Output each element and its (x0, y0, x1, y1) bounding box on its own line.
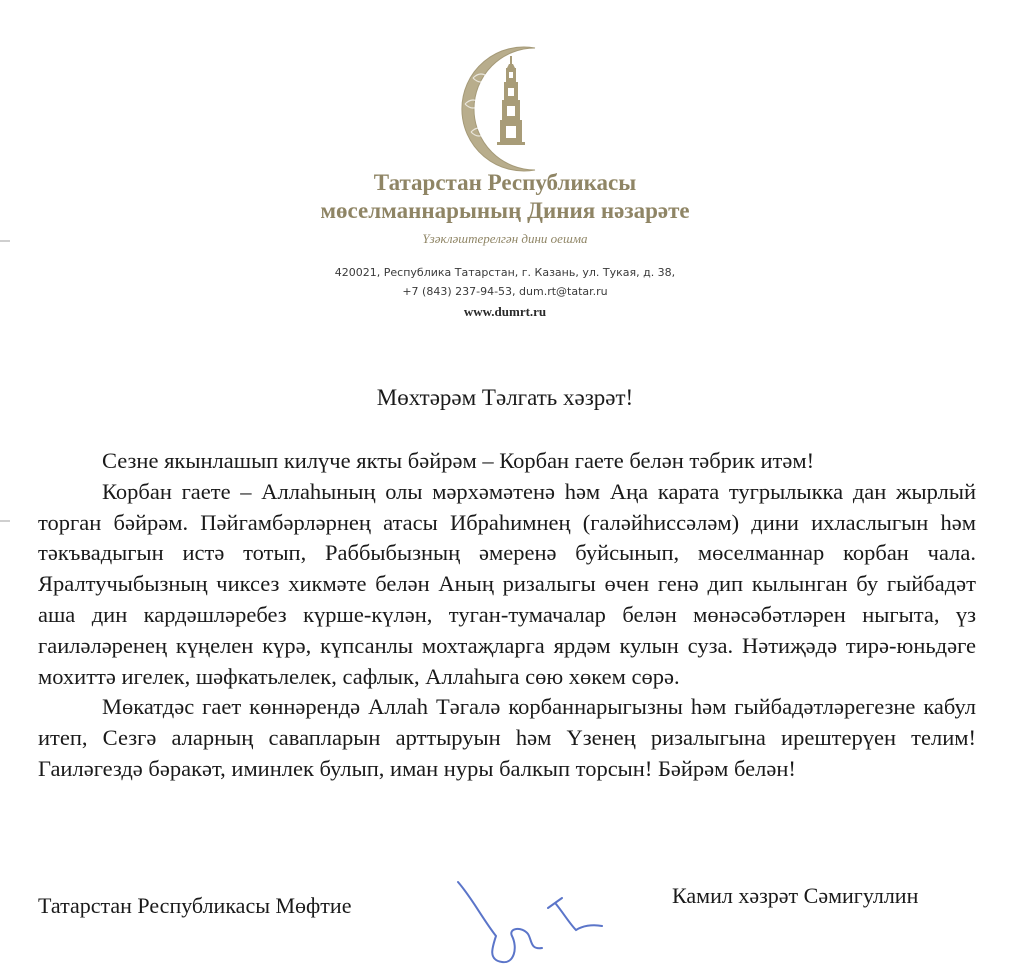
signer-name: Камил хәзрәт Сәмигуллин (672, 883, 919, 908)
letter-greeting: Мөхтәрәм Тәлгать хәзрәт! (376, 385, 634, 410)
address-line: 420021, Республика Татарстан, г. Казань, ул. Тукая, д. 38, (334, 266, 676, 279)
letter-paragraph: Корбан гаете – Аллаһының олы мәрхәмәтенә һәм Аңа карата тугрылыкка дан жырлый торган бәйрәм. Пәйгамбәрләрнең атасы Ибраһимнең (галәйһиссәләм) дини ихласлыгын һәм тәкъвадыгын истә тотып, Раббыбызның әмеренә буйсынып, мөселманнар корбан чала. Яралтучыбызның чиксез хикмәте белән Аның ризалыгы өчен генә дип кылынган бу гыйбадәт аша дин кардәшләребез күрше-күлән, туган-тумачалар белән мөнәсәбәтләрен ныгыта, үз гаиләләренең күңелен күрә, күпсанлы мохтаҗларга ярдәм кулын суза. Нәтиҗәдә тирә-юньдәге мохиттә игелек, шәфкатьлелек, сафлык, Аллаһыга сөю хөкем сөрә. (38, 478, 976, 689)
letter-body (38, 446, 976, 785)
scan-mark (0, 520, 10, 522)
letter-paragraph: Сезне якынлашып килүче якты бәйрәм – Корбан гаете белән тәбрик итәм! (102, 448, 815, 473)
org-name-line2: мөселманнарының Диния нәзарәте (320, 198, 690, 223)
crescent-minaret-logo-icon (443, 38, 583, 178)
scan-mark (0, 240, 10, 242)
letter-paragraph: Мөкатдәс гает көннәрендә Аллаһ Тәгалә корбаннарыгызны һәм гыйбадәтләрегезне кабул итеп, Сезгә аларның савапларын арттыруын һәм Үзенең ризалыгына ирештерүен телим! Гаиләгездә бәракәт, иминлек булып, иман нуры балкып торсын! Бәйрәм белән! (38, 694, 976, 781)
signer-title: Татарстан Республикасы Мөфтие (38, 893, 352, 918)
org-motto: Үзәкләштерелгән дини оешма (422, 231, 588, 246)
contact-line: +7 (843) 237-94-53, dum.rt@tatar.ru (402, 285, 608, 298)
org-name-line1: Татарстан Республикасы (373, 170, 637, 195)
website-link: www.dumrt.ru (463, 304, 547, 319)
handwritten-signature-icon (452, 878, 612, 968)
